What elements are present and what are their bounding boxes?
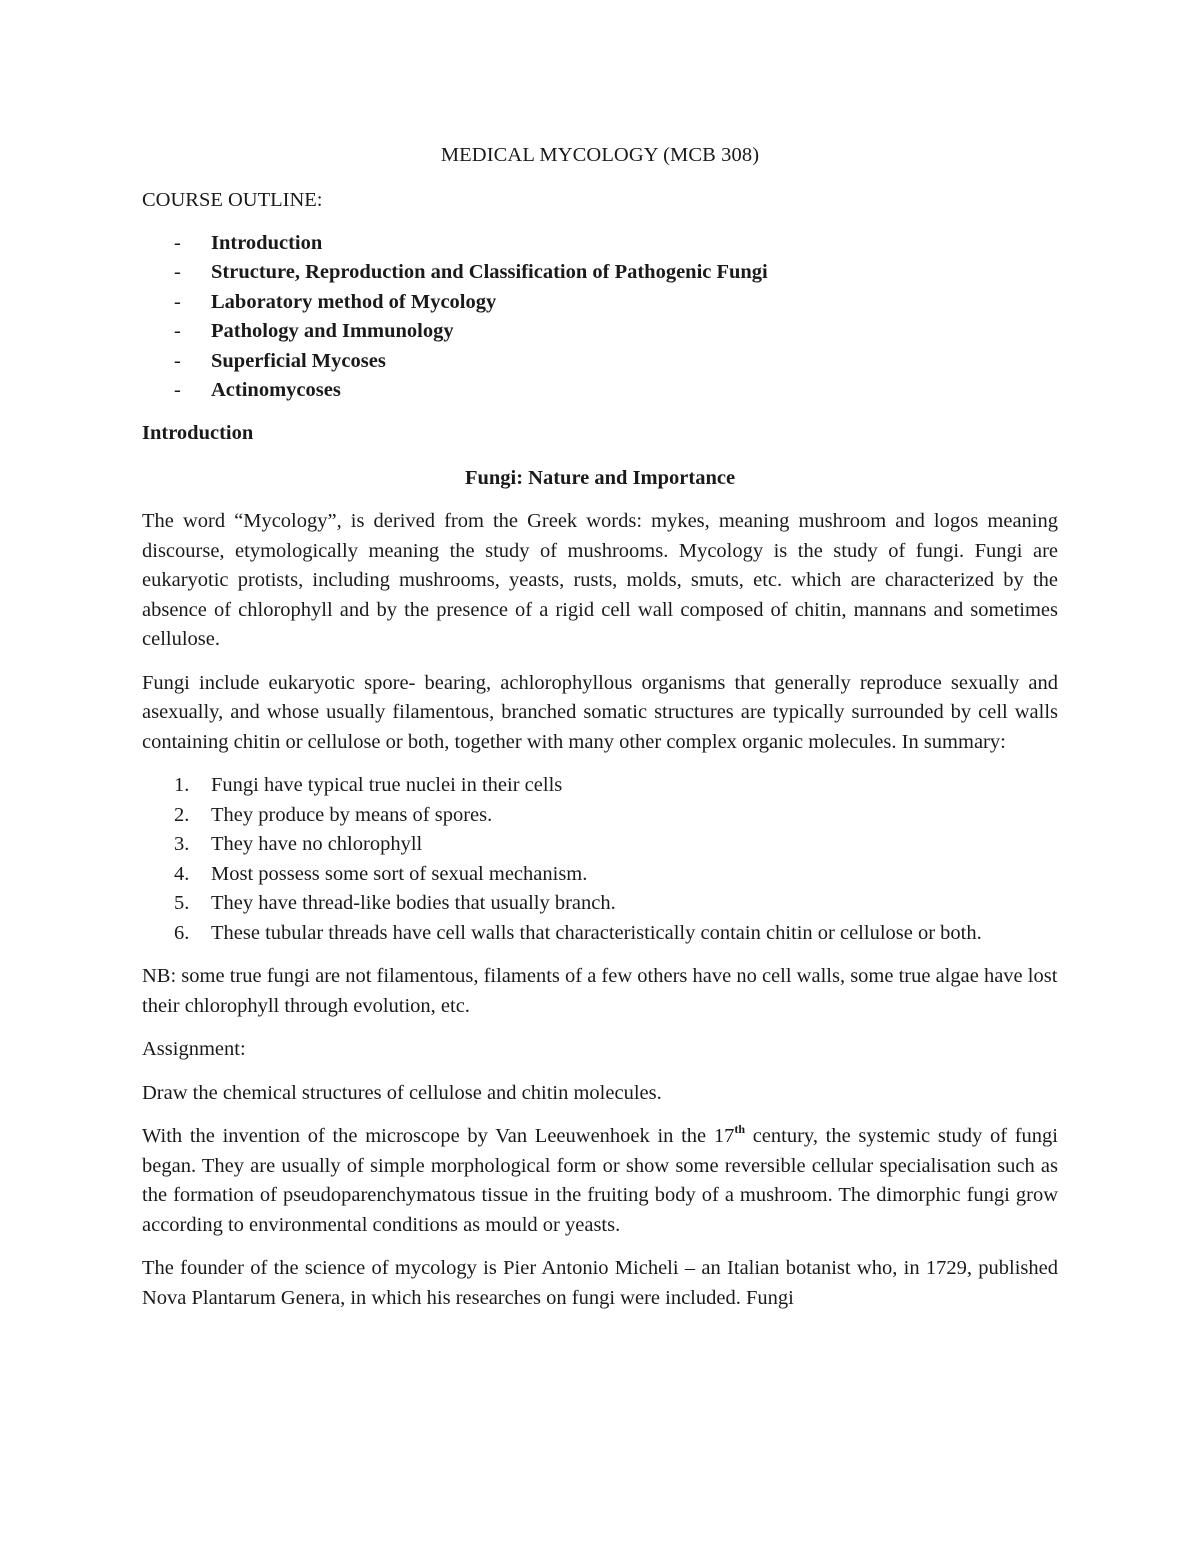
outline-item bbox=[142, 288, 1058, 317]
assignment-label: Assignment: bbox=[142, 1038, 246, 1061]
paragraph-text-before: With the invention of the microscope by Van Leeuwenhoek in the 17 bbox=[142, 1125, 735, 1148]
subheading-fungi-nature: Fungi: Nature and Importance bbox=[464, 466, 736, 489]
paragraph-mycology-definition: The word “Mycology”, is derived from the Greek words: mykes, meaning mushroom and logos meaning discourse, etymologically meaning the study of mushrooms. Mycology is the study of fungi. Fungi are eukaryotic protists, including mushrooms, yeasts, rusts, molds, smuts, etc. which are characterized by the absence of chlorophyll and by the presence of a rigid cell wall composed of chitin, mannans and sometimes cellulose. bbox=[142, 510, 1058, 651]
fact-item bbox=[142, 889, 1058, 919]
list-dash: - bbox=[174, 349, 181, 372]
fact-number: 3. bbox=[174, 833, 190, 856]
list-dash: - bbox=[174, 232, 181, 254]
outline-item-label: Laboratory method of Mycology bbox=[211, 290, 497, 313]
outline-item-label: Structure, Reproduction and Classification of Pathogenic Fungi bbox=[211, 261, 768, 284]
fact-text: Fungi have typical true nuclei in their cells bbox=[211, 774, 563, 797]
outline-item-label: Introduction bbox=[211, 232, 323, 254]
fact-text: They have no chlorophyll bbox=[211, 833, 423, 856]
document-title: MEDICAL MYCOLOGY (MCB 308) bbox=[440, 144, 760, 166]
fact-item bbox=[142, 860, 1058, 890]
list-dash: - bbox=[174, 320, 181, 343]
outline-item bbox=[142, 376, 1058, 405]
outline-item-label: Pathology and Immunology bbox=[211, 320, 454, 343]
outline-item bbox=[142, 317, 1058, 346]
nb-note: NB: some true fungi are not filamentous, filaments of a few others have no cell walls, some true algae have lost their chlorophyll through evolution, etc. bbox=[142, 965, 1058, 1017]
superscript-th: th bbox=[734, 1121, 746, 1136]
outline-item-label: Superficial Mycoses bbox=[211, 349, 386, 372]
fact-text: They have thread-like bodies that usually branch. bbox=[211, 892, 616, 915]
fact-item bbox=[142, 801, 1058, 831]
list-dash: - bbox=[174, 378, 181, 401]
fact-number: 6. bbox=[174, 921, 190, 944]
fact-number: 5. bbox=[174, 892, 190, 915]
paragraph-fungi-description: Fungi include eukaryotic spore- bearing, achlorophyllous organisms that generally reproduce sexually and asexually, and whose usually filamentous, branched somatic structures are typically surrounded by cell walls containing chitin or cellulose or both, together with many other complex organic molecules. In summary: bbox=[142, 671, 1058, 753]
fact-item bbox=[142, 919, 1058, 949]
fact-text: Most possess some sort of sexual mechanism. bbox=[211, 862, 588, 885]
outline-item bbox=[142, 258, 1058, 287]
paragraph-text-after: century, the systemic study of fungi began. They are usually of simple morphological form or show some reversible cellular specialisation such as the formation of pseudoparenchymatous tissue in the fruiting body of a mushroom. The dimorphic fungi grow according to environmental conditions as mould or yeasts. bbox=[142, 1125, 1058, 1236]
list-dash: - bbox=[174, 261, 181, 284]
course-outline-heading: COURSE OUTLINE: bbox=[142, 188, 323, 211]
list-dash: - bbox=[174, 290, 181, 313]
fact-text: These tubular threads have cell walls that characteristically contain chitin or cellulose or both. bbox=[211, 921, 982, 944]
outline-item bbox=[142, 229, 1058, 258]
paragraph-founder-of-mycology: The founder of the science of mycology is Pier Antonio Micheli – an Italian botanist who, in 1729, published Nova Plantarum Genera, in which his researches on fungi were included. Fungi bbox=[142, 1257, 1058, 1309]
fungi-facts-list bbox=[142, 771, 1058, 948]
fact-item bbox=[142, 771, 1058, 801]
course-outline-list bbox=[142, 229, 1058, 405]
assignment-text: Draw the chemical structures of cellulose and chitin molecules. bbox=[142, 1081, 662, 1104]
outline-item-label: Actinomycoses bbox=[211, 378, 341, 401]
fact-number: 1. bbox=[174, 774, 190, 797]
section-heading-introduction: Introduction bbox=[142, 422, 254, 445]
fact-number: 4. bbox=[174, 862, 190, 885]
paragraph-microscope-history bbox=[142, 1122, 1058, 1240]
fact-item bbox=[142, 830, 1058, 860]
document-page bbox=[142, 141, 1058, 1327]
fact-number: 2. bbox=[174, 803, 190, 826]
fact-text: They produce by means of spores. bbox=[211, 803, 493, 826]
outline-item bbox=[142, 347, 1058, 376]
